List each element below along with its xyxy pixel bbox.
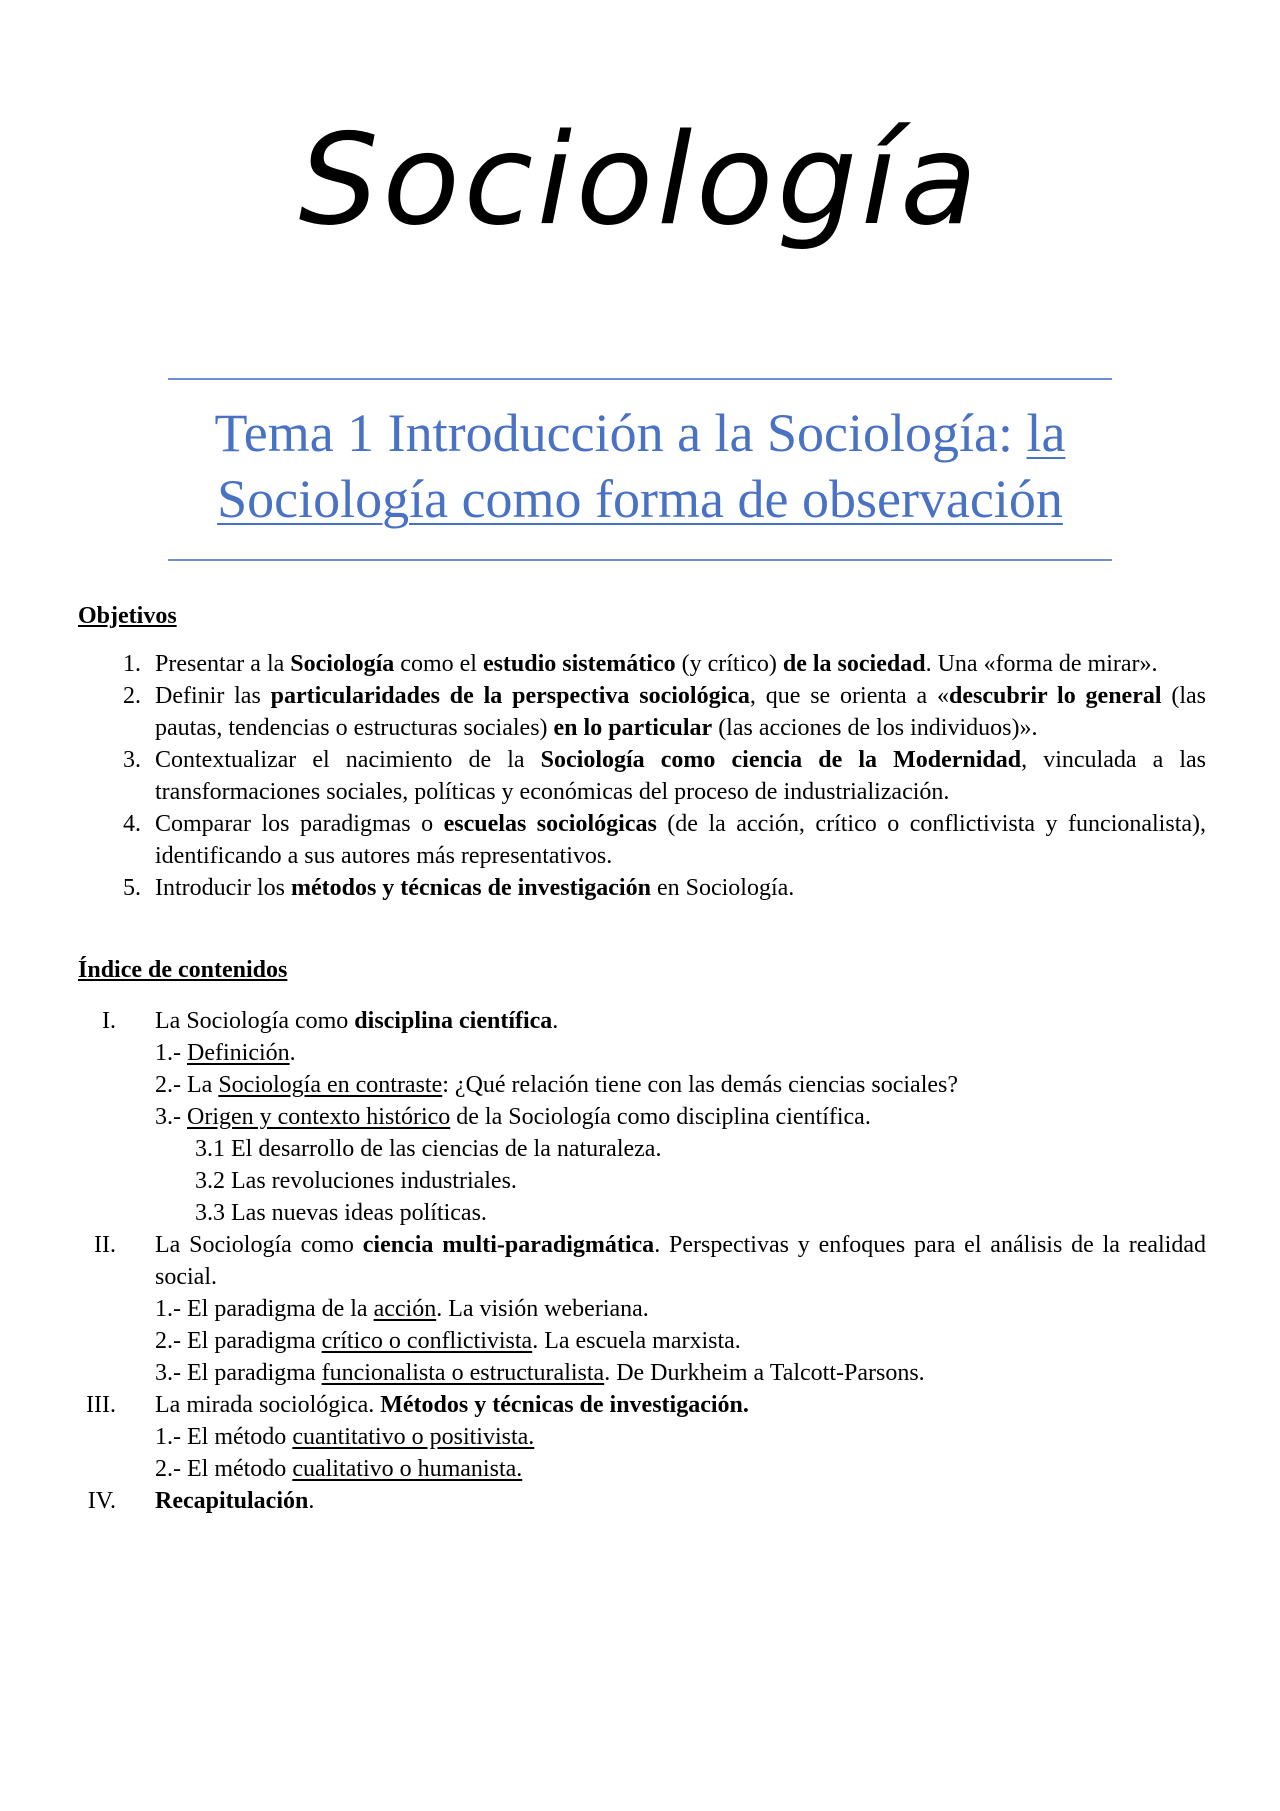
objective-number: 5. bbox=[123, 875, 141, 901]
part-numeral: IV. bbox=[87, 1488, 116, 1514]
objective-text: Presentar a la bbox=[155, 651, 291, 677]
objective-bold: de la sociedad bbox=[782, 651, 926, 677]
contents-part bbox=[78, 1229, 1206, 1293]
contents-subsubitem: 3.3 Las nuevas ideas políticas. bbox=[195, 1200, 487, 1226]
contents-subitem bbox=[78, 1293, 1206, 1325]
objective-number: 3. bbox=[123, 747, 141, 773]
part-text: . Perspectivas y enfoques para el análisis de la realidad social. bbox=[155, 1232, 1206, 1290]
part-bold: Métodos y técnicas de investigación. bbox=[380, 1392, 749, 1418]
contents-part bbox=[78, 1005, 1206, 1037]
objective-bold: estudio sistemático bbox=[482, 651, 676, 677]
subitem-underlined: Sociología en contraste bbox=[218, 1072, 443, 1098]
contents-subitem bbox=[78, 1421, 1206, 1453]
objective-number: 2. bbox=[123, 683, 141, 709]
contents-subitem bbox=[78, 1357, 1206, 1389]
subitem-text: . De Durkheim a Talcott-Parsons. bbox=[604, 1360, 925, 1386]
part-text: . bbox=[552, 1008, 559, 1034]
subitem-text: de la Sociología como disciplina científica. bbox=[450, 1104, 871, 1130]
part-text: La mirada sociológica. bbox=[155, 1392, 381, 1418]
subitem-text: 1.- El paradigma de la bbox=[155, 1296, 374, 1322]
contents-subitem bbox=[78, 1037, 1206, 1069]
objective-item bbox=[78, 872, 1206, 904]
subitem-underlined: crítico o conflictivista bbox=[321, 1328, 533, 1354]
part-text: La Sociología como bbox=[155, 1008, 355, 1034]
subitem-underlined: funcionalista o estructuralista bbox=[321, 1360, 605, 1386]
part-numeral: II. bbox=[94, 1232, 116, 1258]
objective-text: , que se orienta a « bbox=[749, 683, 949, 709]
objective-text: Introducir los bbox=[155, 875, 291, 901]
part-numeral: I. bbox=[102, 1008, 116, 1034]
subitem-underlined: Definición bbox=[187, 1040, 290, 1066]
objective-bold: en lo particular bbox=[553, 715, 713, 741]
subtitle-plain: Tema 1 Introducción a la Sociología: bbox=[214, 403, 1027, 463]
objective-text: como el bbox=[394, 651, 483, 677]
objective-bold: descubrir lo general bbox=[948, 683, 1162, 709]
contents-heading: Índice de contenidos bbox=[78, 957, 288, 983]
objective-text: , vinculada a las transformaciones sociales, políticas y económicas del proceso de industrialización. bbox=[155, 747, 1206, 805]
objective-text: . Una «forma de mirar». bbox=[925, 651, 1158, 677]
objectives-list bbox=[78, 648, 1206, 904]
objective-bold: Sociología como ciencia de la Modernidad bbox=[540, 747, 1022, 773]
objective-text: (y crítico) bbox=[675, 651, 783, 677]
part-bold: disciplina científica bbox=[354, 1008, 553, 1034]
contents-list bbox=[78, 1005, 1206, 1517]
objective-bold: Sociología bbox=[290, 651, 395, 677]
subitem-text: 1.- El método bbox=[155, 1424, 293, 1450]
contents-subitem bbox=[78, 1325, 1206, 1357]
objective-item bbox=[78, 808, 1206, 872]
subitem-underlined: cuantitativo o positivista. bbox=[292, 1424, 535, 1450]
part-bold: ciencia multi-paradigmática bbox=[362, 1232, 655, 1258]
bottom-divider bbox=[168, 559, 1112, 561]
part-bold: Recapitulación bbox=[155, 1488, 309, 1514]
contents-subsubitem: 3.1 El desarrollo de las ciencias de la naturaleza. bbox=[195, 1136, 662, 1162]
subitem-text: 3.- bbox=[155, 1104, 187, 1130]
objective-text: (las pautas, tendencias o estructuras sociales) bbox=[155, 683, 1206, 741]
objective-number: 4. bbox=[123, 811, 141, 837]
subitem-text: . bbox=[289, 1040, 296, 1066]
subitem-text: . La escuela marxista. bbox=[532, 1328, 741, 1354]
objective-text: en Sociología. bbox=[650, 875, 795, 901]
objective-text: Comparar los paradigmas o bbox=[155, 811, 444, 837]
subitem-text: 3.- El paradigma bbox=[155, 1360, 322, 1386]
subtitle-underlined-2: Sociología como forma de observación bbox=[217, 469, 1063, 529]
subitem-underlined: Origen y contexto histórico bbox=[187, 1104, 451, 1130]
part-text: La Sociología como bbox=[155, 1232, 363, 1258]
objective-item bbox=[78, 744, 1206, 808]
contents-subitem bbox=[78, 1453, 1206, 1485]
objective-item bbox=[78, 680, 1206, 744]
contents-subitem bbox=[78, 1069, 1206, 1101]
objective-bold: escuelas sociológicas bbox=[443, 811, 657, 837]
contents-subitem bbox=[78, 1101, 1206, 1133]
objective-text: Contextualizar el nacimiento de la bbox=[155, 747, 541, 773]
subtitle-underlined-1: la bbox=[1026, 403, 1066, 463]
subitem-underlined: cualitativo o humanista. bbox=[292, 1456, 523, 1482]
contents-subsubitem: 3.2 Las revoluciones industriales. bbox=[195, 1168, 517, 1194]
top-divider bbox=[168, 378, 1112, 380]
objective-bold: métodos y técnicas de investigación bbox=[290, 875, 651, 901]
main-title: Sociología bbox=[298, 106, 982, 253]
part-text: . bbox=[308, 1488, 315, 1514]
objective-number: 1. bbox=[123, 651, 141, 677]
subtitle bbox=[160, 400, 1120, 532]
objective-text: (de la acción, crítico o conflictivista y funcionalista), identificando a sus autores más representativos. bbox=[155, 811, 1207, 869]
objective-bold: particularidades de la perspectiva sociológica bbox=[270, 683, 750, 709]
subitem-text: : ¿Qué relación tiene con las demás ciencias sociales? bbox=[442, 1072, 959, 1098]
subitem-text: 1.- bbox=[155, 1040, 187, 1066]
contents-part bbox=[78, 1389, 1206, 1421]
subitem-text: 2.- El paradigma bbox=[155, 1328, 322, 1354]
objective-text: Definir las bbox=[155, 683, 271, 709]
objectives-heading: Objetivos bbox=[78, 603, 177, 629]
objective-text: (las acciones de los individuos)». bbox=[712, 715, 1038, 741]
objective-item bbox=[78, 648, 1206, 680]
subitem-text: 2.- La bbox=[155, 1072, 219, 1098]
subitem-text: . La visión weberiana. bbox=[436, 1296, 649, 1322]
part-numeral: III. bbox=[86, 1392, 116, 1418]
contents-part bbox=[78, 1485, 1206, 1517]
subitem-text: 2.- El método bbox=[155, 1456, 293, 1482]
subitem-underlined: acción bbox=[373, 1296, 437, 1322]
